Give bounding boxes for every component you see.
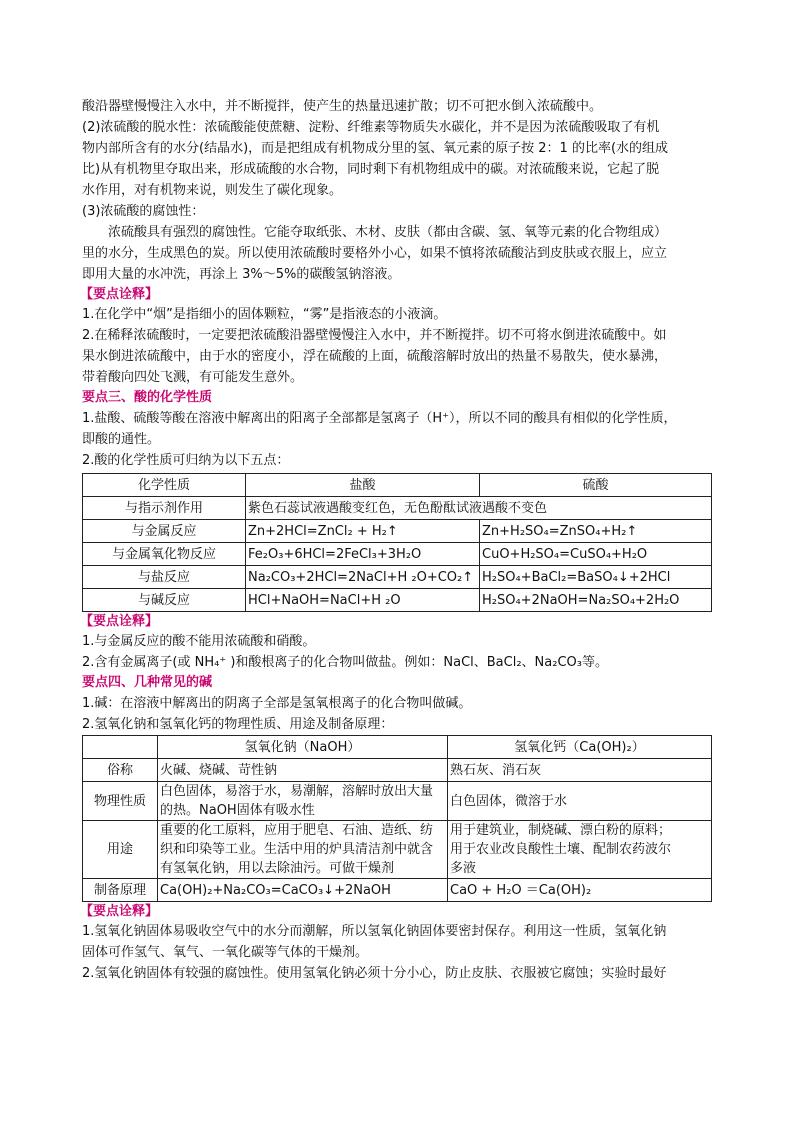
table-cell bbox=[448, 782, 712, 821]
table-cell: Zn+2HCl=ZnCl₂ + H₂↑ bbox=[246, 520, 480, 543]
cell-line: CaO + H₂O ＝Ca(OH)₂ bbox=[450, 882, 592, 898]
table-cell-label: 与指示剂作用 bbox=[83, 497, 246, 520]
table-cell bbox=[448, 759, 712, 782]
explain-section-2 bbox=[82, 631, 712, 673]
table-cell bbox=[448, 879, 712, 902]
cell-line: 熟石灰、消石灰 bbox=[450, 762, 542, 778]
explain-tag: 【要点诠释】 bbox=[80, 287, 159, 302]
table-cell-label: 用途 bbox=[83, 821, 158, 879]
table-cell: Zn+H₂SO₄=ZnSO₄+H₂↑ bbox=[480, 520, 712, 543]
explain-line: 带着酸向四处飞溅，有可能发生意外。 bbox=[82, 370, 304, 385]
paragraph-line: 物内部所含有的水分(结晶水)，而是把组成有机物成分里的氢、氧元素的原子按 2：1 的比率(水的组成 bbox=[82, 141, 669, 156]
table-cell bbox=[158, 821, 448, 879]
section-heading-3: 要点三、酸的化学性质 bbox=[82, 390, 213, 405]
table-cell: H₂SO₄+BaCl₂=BaSO₄↓+2HCl bbox=[480, 566, 712, 589]
explain-line: 1.与金属反应的酸不能用浓硫酸和硝酸。 bbox=[82, 634, 316, 649]
table-cell bbox=[158, 879, 448, 902]
table-row bbox=[83, 497, 712, 520]
table-header-row bbox=[83, 736, 712, 759]
paragraph-line: 2.氢氧化钠和氢氧化钙的物理性质、用途及制备原理： bbox=[82, 717, 394, 732]
table-row bbox=[83, 759, 712, 782]
paragraph-line: 水作用，对有机物来说，则发生了碳化现象。 bbox=[82, 183, 343, 198]
paragraph-line: 1.盐酸、硫酸等酸在溶液中解离出的阳离子全部都是氢离子（H⁺），所以不同的酸具有相似的化学性质， bbox=[82, 411, 677, 426]
table-cell: 紫色石蕊试液遇酸变红色，无色酚酞试液遇酸不变色 bbox=[246, 497, 712, 520]
table-header-cell: 盐酸 bbox=[246, 474, 480, 497]
table-row bbox=[83, 566, 712, 589]
paragraph-line: (2)浓硫酸的脱水性：浓硫酸能使蔗糖、淀粉、纤维素等物质失水碳化，并不是因为浓硫酸吸取了有机 bbox=[82, 120, 660, 135]
cell-line: 火碱、烧碱、苛性钠 bbox=[160, 762, 278, 778]
cell-line: 白色固体，微溶于水 bbox=[450, 793, 568, 809]
paragraph-line: 2.酸的化学性质可归纳为以下五点： bbox=[82, 453, 290, 468]
cell-line: 用于建筑业，制烧碱、漂白粉的原料； bbox=[450, 823, 672, 838]
cell-line: 有氢氧化钠，用以去除油污。可做干燥剂 bbox=[160, 861, 395, 876]
explain-line: 2.含有金属离子(或 NH₄⁺ )和酸根离子的化合物叫做盐。例如：NaCl、BaCl₂、Na₂CO₃等。 bbox=[82, 655, 608, 670]
cell-line: 用于农业改良酸性土壤、配制农药波尔 bbox=[450, 842, 672, 857]
acid-properties-table bbox=[82, 473, 712, 612]
explain-line: 1.在化学中“烟”是指细小的固体颗粒，“雾”是指液态的小液滴。 bbox=[82, 307, 447, 322]
explain-tag: 【要点诠释】 bbox=[80, 904, 159, 919]
table-header-cell: 化学性质 bbox=[83, 474, 246, 497]
table-cell-label: 物理性质 bbox=[83, 782, 158, 821]
table-row bbox=[83, 520, 712, 543]
table-header-cell: 氢氧化钠（NaOH） bbox=[158, 736, 448, 759]
explain-line: 1.氢氧化钠固体易吸收空气中的水分而潮解，所以氢氧化钠固体要密封保存。利用这一性质，氢氧化钠 bbox=[82, 924, 667, 939]
table-row bbox=[83, 879, 712, 902]
cell-line: 多液 bbox=[450, 861, 477, 876]
cell-line: 织和印染等工业。生活中用的炉具清洁剂中就含 bbox=[160, 842, 434, 857]
paragraph-line: 即酸的通性。 bbox=[82, 432, 161, 447]
cell-line: 的热。NaOH固体有吸水性 bbox=[160, 803, 315, 818]
paragraph-line: 1.碱：在溶液中解离出的阴离子全部是氢氧根离子的化合物叫做碱。 bbox=[82, 696, 472, 711]
table-row bbox=[83, 589, 712, 612]
explain-section-1 bbox=[82, 304, 712, 388]
paragraph-line: 即用大量的水冲洗，再涂上 3%～5%的碳酸氢钠溶液。 bbox=[82, 267, 401, 282]
paragraph-line: 酸沿器壁慢慢注入水中，并不断搅拌，使产生的热量迅速扩散；切不可把水倒入浓硫酸中。 bbox=[82, 99, 603, 114]
table-cell: Fe₂O₃+6HCl=2FeCl₃+3H₂O bbox=[246, 543, 480, 566]
table-cell-label: 俗称 bbox=[83, 759, 158, 782]
explain-line: 固体可作氢气、氧气、一氧化碳等气体的干燥剂。 bbox=[82, 945, 369, 960]
cell-line: 白色固体，易溶于水，易潮解，溶解时放出大量 bbox=[160, 784, 434, 799]
table-cell-label: 与盐反应 bbox=[83, 566, 246, 589]
paragraph-line: 浓硫酸具有强烈的腐蚀性。它能夺取纸张、木材、皮肤（都由含碳、氢、氧等元素的化合物组成） bbox=[82, 225, 668, 240]
explain-line: 2.氢氧化钠固体有较强的腐蚀性。使用氢氧化钠必须十分小心，防止皮肤、衣服被它腐蚀；实验时最好 bbox=[82, 966, 667, 981]
intro-section bbox=[82, 96, 712, 285]
explain-tag: 【要点诠释】 bbox=[80, 614, 159, 629]
document-page bbox=[82, 96, 712, 984]
table-row bbox=[83, 782, 712, 821]
explain-section-3 bbox=[82, 921, 712, 984]
table-cell bbox=[158, 759, 448, 782]
base-properties-table bbox=[82, 735, 712, 902]
table-header-cell: 硫酸 bbox=[480, 474, 712, 497]
table-header-row bbox=[83, 474, 712, 497]
explain-line: 果水倒进浓硫酸中，由于水的密度小，浮在硫酸的上面，硫酸溶解时放出的热量不易散失，使水暴沸， bbox=[82, 349, 668, 364]
table-header-cell bbox=[83, 736, 158, 759]
cell-line: 重要的化工原料，应用于肥皂、石油、造纸、纺 bbox=[160, 823, 434, 838]
table-cell-label: 与金属反应 bbox=[83, 520, 246, 543]
table-row bbox=[83, 543, 712, 566]
table-cell-label: 与碱反应 bbox=[83, 589, 246, 612]
table-cell-label: 制备原理 bbox=[83, 879, 158, 902]
paragraph-line: 里的水分，生成黑色的炭。所以使用浓硫酸时要格外小心，如果不慎将浓硫酸沾到皮肤或衣服上，应立 bbox=[82, 246, 668, 261]
table-cell bbox=[448, 821, 712, 879]
table-header-cell: 氢氧化钙（Ca(OH)₂） bbox=[448, 736, 712, 759]
table-cell: Na₂CO₃+2HCl=2NaCl+H ₂O+CO₂↑ bbox=[246, 566, 480, 589]
paragraph-line: 比)从有机物里夺取出来，形成硫酸的水合物，同时剩下有机物组成中的碳。对浓硫酸来说，它起了脱 bbox=[82, 162, 660, 177]
explain-line: 2.在稀释浓硫酸时，一定要把浓硫酸沿器壁慢慢注入水中，并不断搅拌。切不可将水倒进浓硫酸中。如 bbox=[82, 328, 667, 343]
paragraph-line: (3)浓硫酸的腐蚀性： bbox=[82, 204, 205, 219]
table-cell: HCl+NaOH=NaCl+H ₂O bbox=[246, 589, 480, 612]
table-cell: CuO+H₂SO₄=CuSO₄+H₂O bbox=[480, 543, 712, 566]
table-cell bbox=[158, 782, 448, 821]
table-cell: H₂SO₄+2NaOH=Na₂SO₄+2H₂O bbox=[480, 589, 712, 612]
table-cell-label: 与金属氧化物反应 bbox=[83, 543, 246, 566]
table-row bbox=[83, 821, 712, 879]
section-heading-4: 要点四、几种常见的碱 bbox=[82, 675, 213, 690]
cell-line: Ca(OH)₂+Na₂CO₃=CaCO₃↓+2NaOH bbox=[160, 882, 391, 898]
